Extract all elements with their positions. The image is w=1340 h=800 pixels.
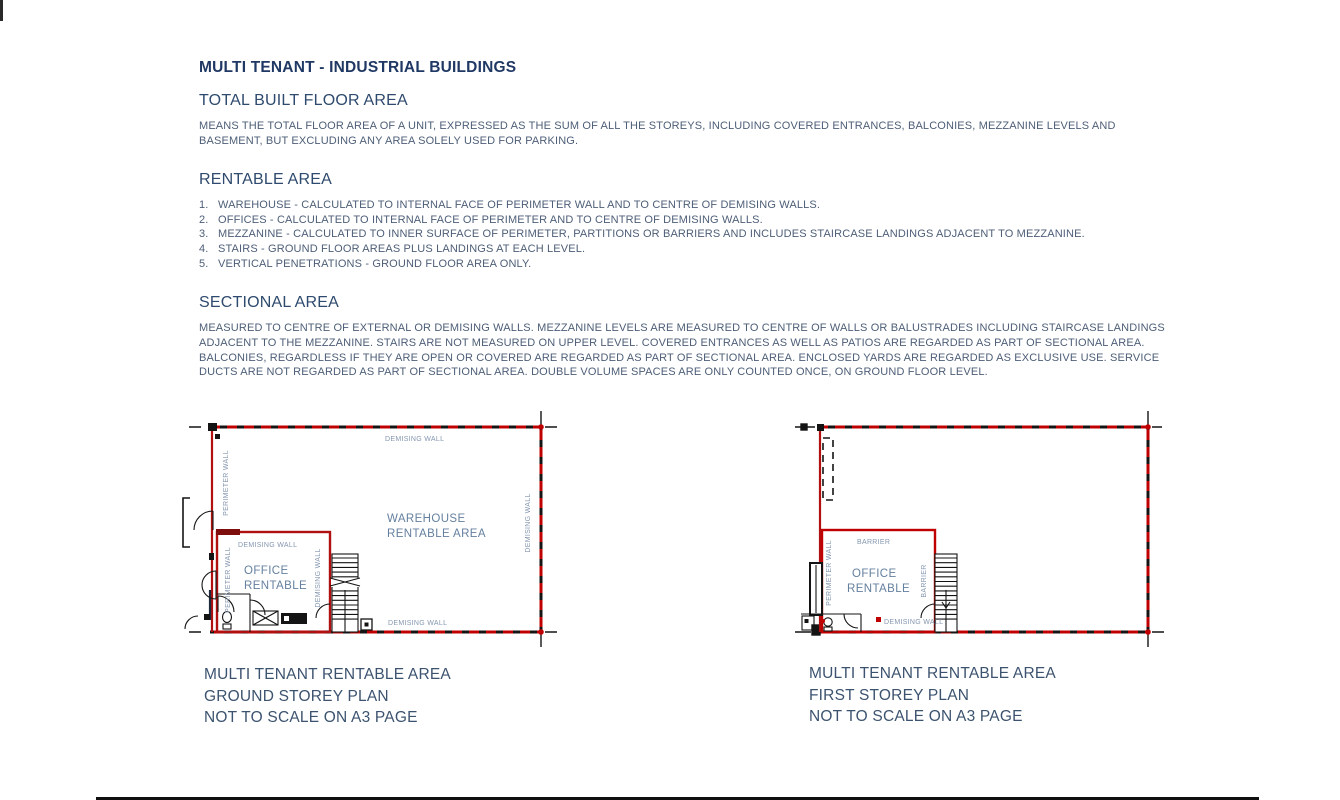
caption-line: GROUND STOREY PLAN	[204, 687, 389, 705]
warehouse-label: RENTABLE AREA	[387, 528, 486, 540]
page-edge-mark	[0, 0, 3, 21]
perimeter-wall-label: PERIMETER WALL	[225, 547, 232, 613]
first-storey-plan	[790, 408, 1175, 648]
staircase	[330, 554, 360, 632]
rentable-item	[199, 213, 1184, 228]
demising-wall-label: DEMISING WALL	[315, 548, 322, 608]
rentable-item	[199, 198, 1184, 213]
first-plan-caption	[809, 663, 1056, 728]
rentable-item-text: STAIRS - GROUND FLOOR AREAS PLUS LANDINGS AT EACH LEVEL.	[218, 243, 586, 256]
rentable-heading: RENTABLE AREA	[199, 171, 333, 188]
plan-labels	[826, 539, 943, 626]
demising-wall-label: DEMISING WALL	[884, 619, 944, 626]
rentable-item-text: OFFICES - CALCULATED TO INTERNAL FACE OF PERIMETER AND TO CENTRE OF DEMISING WALLS.	[218, 213, 763, 226]
demising-wall	[210, 427, 541, 632]
office-label: OFFICE	[244, 565, 289, 577]
office-label: RENTABLE	[847, 583, 911, 595]
caption-line: FIRST STOREY PLAN	[809, 686, 970, 704]
page-title: MULTI TENANT - INDUSTRIAL BUILDINGS	[199, 59, 517, 76]
rentable-item-text: MEZZANINE - CALCULATED TO INNER SURFACE OF PERIMETER, PARTITIONS OR BARRIERS AND INCLUDES STAIRCASE LANDINGS ADJACENT TO MEZZANINE.	[218, 228, 1085, 241]
rentable-item	[199, 227, 1184, 242]
wall-node	[1145, 424, 1151, 430]
perimeter-wall-label: PERIMETER WALL	[223, 450, 230, 516]
void-opening	[823, 438, 833, 500]
wall-node	[538, 424, 544, 430]
demising-wall-label: DEMISING WALL	[388, 620, 448, 627]
caption-line: NOT TO SCALE ON A3 PAGE	[204, 709, 418, 726]
caption-line: NOT TO SCALE ON A3 PAGE	[809, 708, 1023, 725]
caption-line: MULTI TENANT RENTABLE AREA	[809, 665, 1056, 682]
sectional-heading: SECTIONAL AREA	[199, 294, 340, 311]
barrier-label: BARRIER	[857, 539, 891, 546]
barrier-label: BARRIER	[921, 564, 928, 598]
demising-wall-label: DEMISING WALL	[385, 436, 445, 443]
perimeter-wall-label: PERIMETER WALL	[826, 540, 833, 606]
demising-wall-label: DEMISING WALL	[238, 542, 298, 549]
ground-plan-caption	[204, 664, 451, 729]
rentable-item	[199, 257, 1184, 272]
caption-line: MULTI TENANT RENTABLE AREA	[204, 666, 451, 683]
office-label: OFFICE	[852, 568, 897, 580]
wall-node	[538, 629, 544, 635]
rentable-item	[199, 242, 1184, 257]
total-built-heading: TOTAL BUILT FLOOR AREA	[199, 92, 408, 109]
sectional-body: MEASURED TO CENTRE OF EXTERNAL OR DEMISING WALLS. MEZZANINE LEVELS ARE MEASURED TO CENTRE OF WALLS OR BALUSTRADES INCLUDING STAIRCASE LANDINGS ADJACENT TO THE MEZZANINE. STAIRS ARE NOT MEASURED ON UPPER LEVEL. COVERED ENTRANCES AS WELL AS PATIOS ARE REGARDED AS PART OF SECTIONAL AREA. BALCONIES, REGARDLESS IF THEY ARE OPEN OR COVERED ARE REGARDED AS PART OF SECTIONAL AREA. ENCLOSED YARDS ARE REGARDED AS EXCLUSIVE USE. SERVICE DUCTS ARE NOT REGARDED AS PART OF SECTIONAL AREA. DOUBLE VOLUME SPACES ARE ONLY COUNTED ONCE, ON GROUND FLOOR LEVEL.	[199, 322, 1165, 379]
ground-storey-plan	[180, 408, 570, 648]
demising-wall-label: DEMISING WALL	[525, 493, 532, 553]
demising-marker	[876, 617, 881, 622]
rentable-list	[199, 198, 1184, 272]
rentable-item-text: WAREHOUSE - CALCULATED TO INTERNAL FACE OF PERIMETER WALL AND TO CENTRE OF DEMISING WALLS.	[218, 199, 821, 211]
rentable-item-text: VERTICAL PENETRATIONS - GROUND FLOOR AREA ONLY.	[218, 257, 532, 270]
office-label: RENTABLE	[244, 580, 308, 592]
total-built-body: MEANS THE TOTAL FLOOR AREA OF A UNIT, EXPRESSED AS THE SUM OF ALL THE STOREYS, INCLUDING COVERED ENTRANCES, BALCONIES, MEZZANINE LEVELS AND BASEMENT, BUT EXCLUDING ANY AREA SOLELY USED FOR PARKING.	[199, 120, 1116, 147]
warehouse-label: WAREHOUSE	[387, 513, 466, 525]
wall-node	[1145, 629, 1151, 635]
